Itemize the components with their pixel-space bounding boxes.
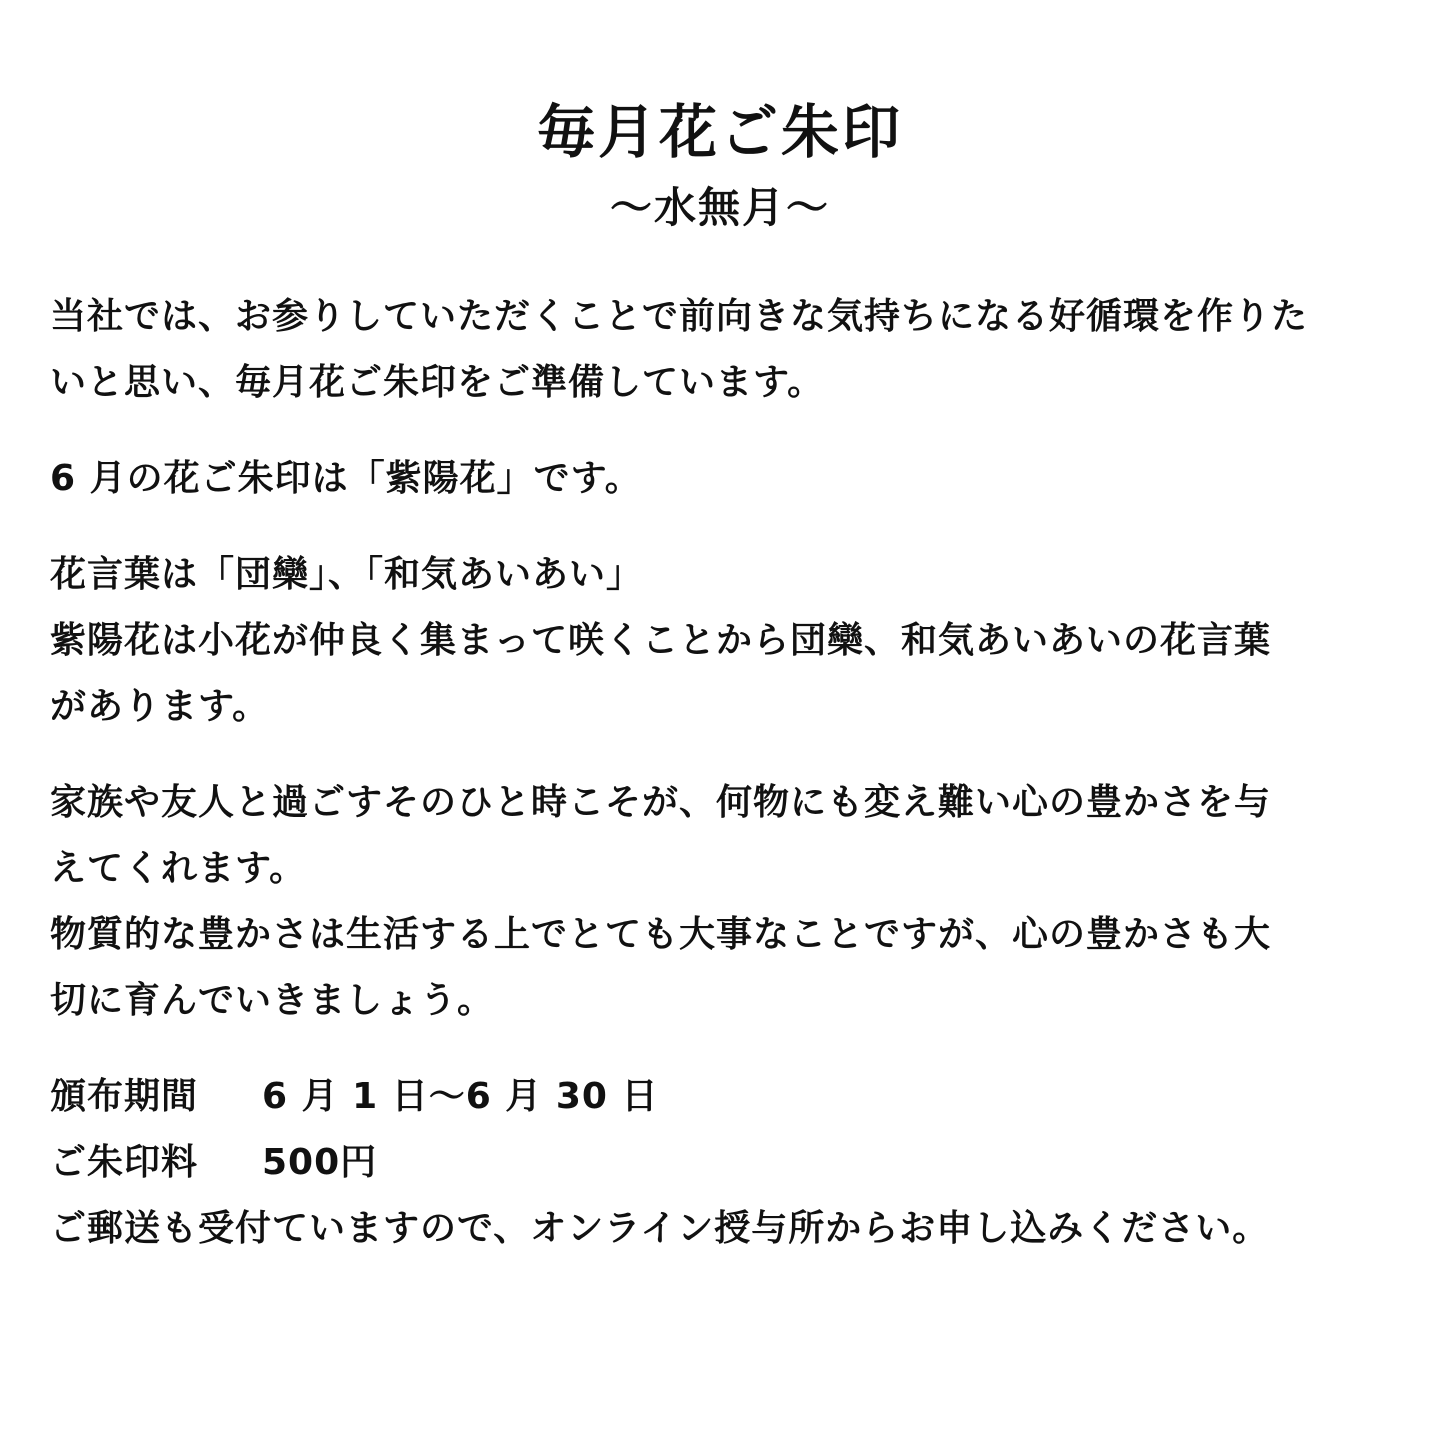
text-line: 物質的な豊かさは生活する上でとても大事なことですが、心の豊かさも大 (50, 914, 1272, 955)
text-line: があります。 (50, 686, 270, 727)
text-line: えてくれます。 (50, 848, 307, 889)
period-value: 6 月 1 日〜6 月 30 日 (262, 1076, 659, 1117)
paragraph-intro (50, 284, 1390, 416)
body-text (50, 284, 1390, 1262)
fee-value: 500円 (262, 1142, 378, 1183)
page-title: 毎月花ご朱印 (536, 98, 903, 166)
paragraph-flower (50, 446, 1390, 512)
mail-notice: ご郵送も受付ていますので、オンライン授与所からお申し込みください。 (50, 1208, 1270, 1249)
fee-label: ご朱印料 (50, 1142, 199, 1183)
info-block (50, 1064, 1390, 1262)
text-line: いと思い、毎月花ご朱印をご準備しています。 (50, 362, 825, 403)
fee-row (50, 1130, 1390, 1196)
text-line: 紫陽花は小花が仲良く集まって咲くことから団欒、和気あいあいの花言葉 (50, 620, 1272, 661)
page-subtitle: 〜水無月〜 (609, 183, 830, 232)
text-line: 家族や友人と過ごすそのひと時こそが、何物にも変え難い心の豊かさを与 (50, 782, 1272, 823)
text-line: 花言葉は「団欒」、「和気あいあい」 (50, 554, 644, 595)
period-label: 頒布期間 (50, 1076, 199, 1117)
text-line: 6 月の花ご朱印は「紫陽花」です。 (50, 458, 642, 499)
text-line: 当社では、お参りしていただくことで前向きな気持ちになる好循環を作りた (50, 296, 1309, 337)
paragraph-flower-language (50, 542, 1390, 740)
text-line: 切に育んでいきましょう。 (50, 980, 495, 1021)
period-row (50, 1064, 1390, 1130)
paragraph-message (50, 770, 1390, 1034)
